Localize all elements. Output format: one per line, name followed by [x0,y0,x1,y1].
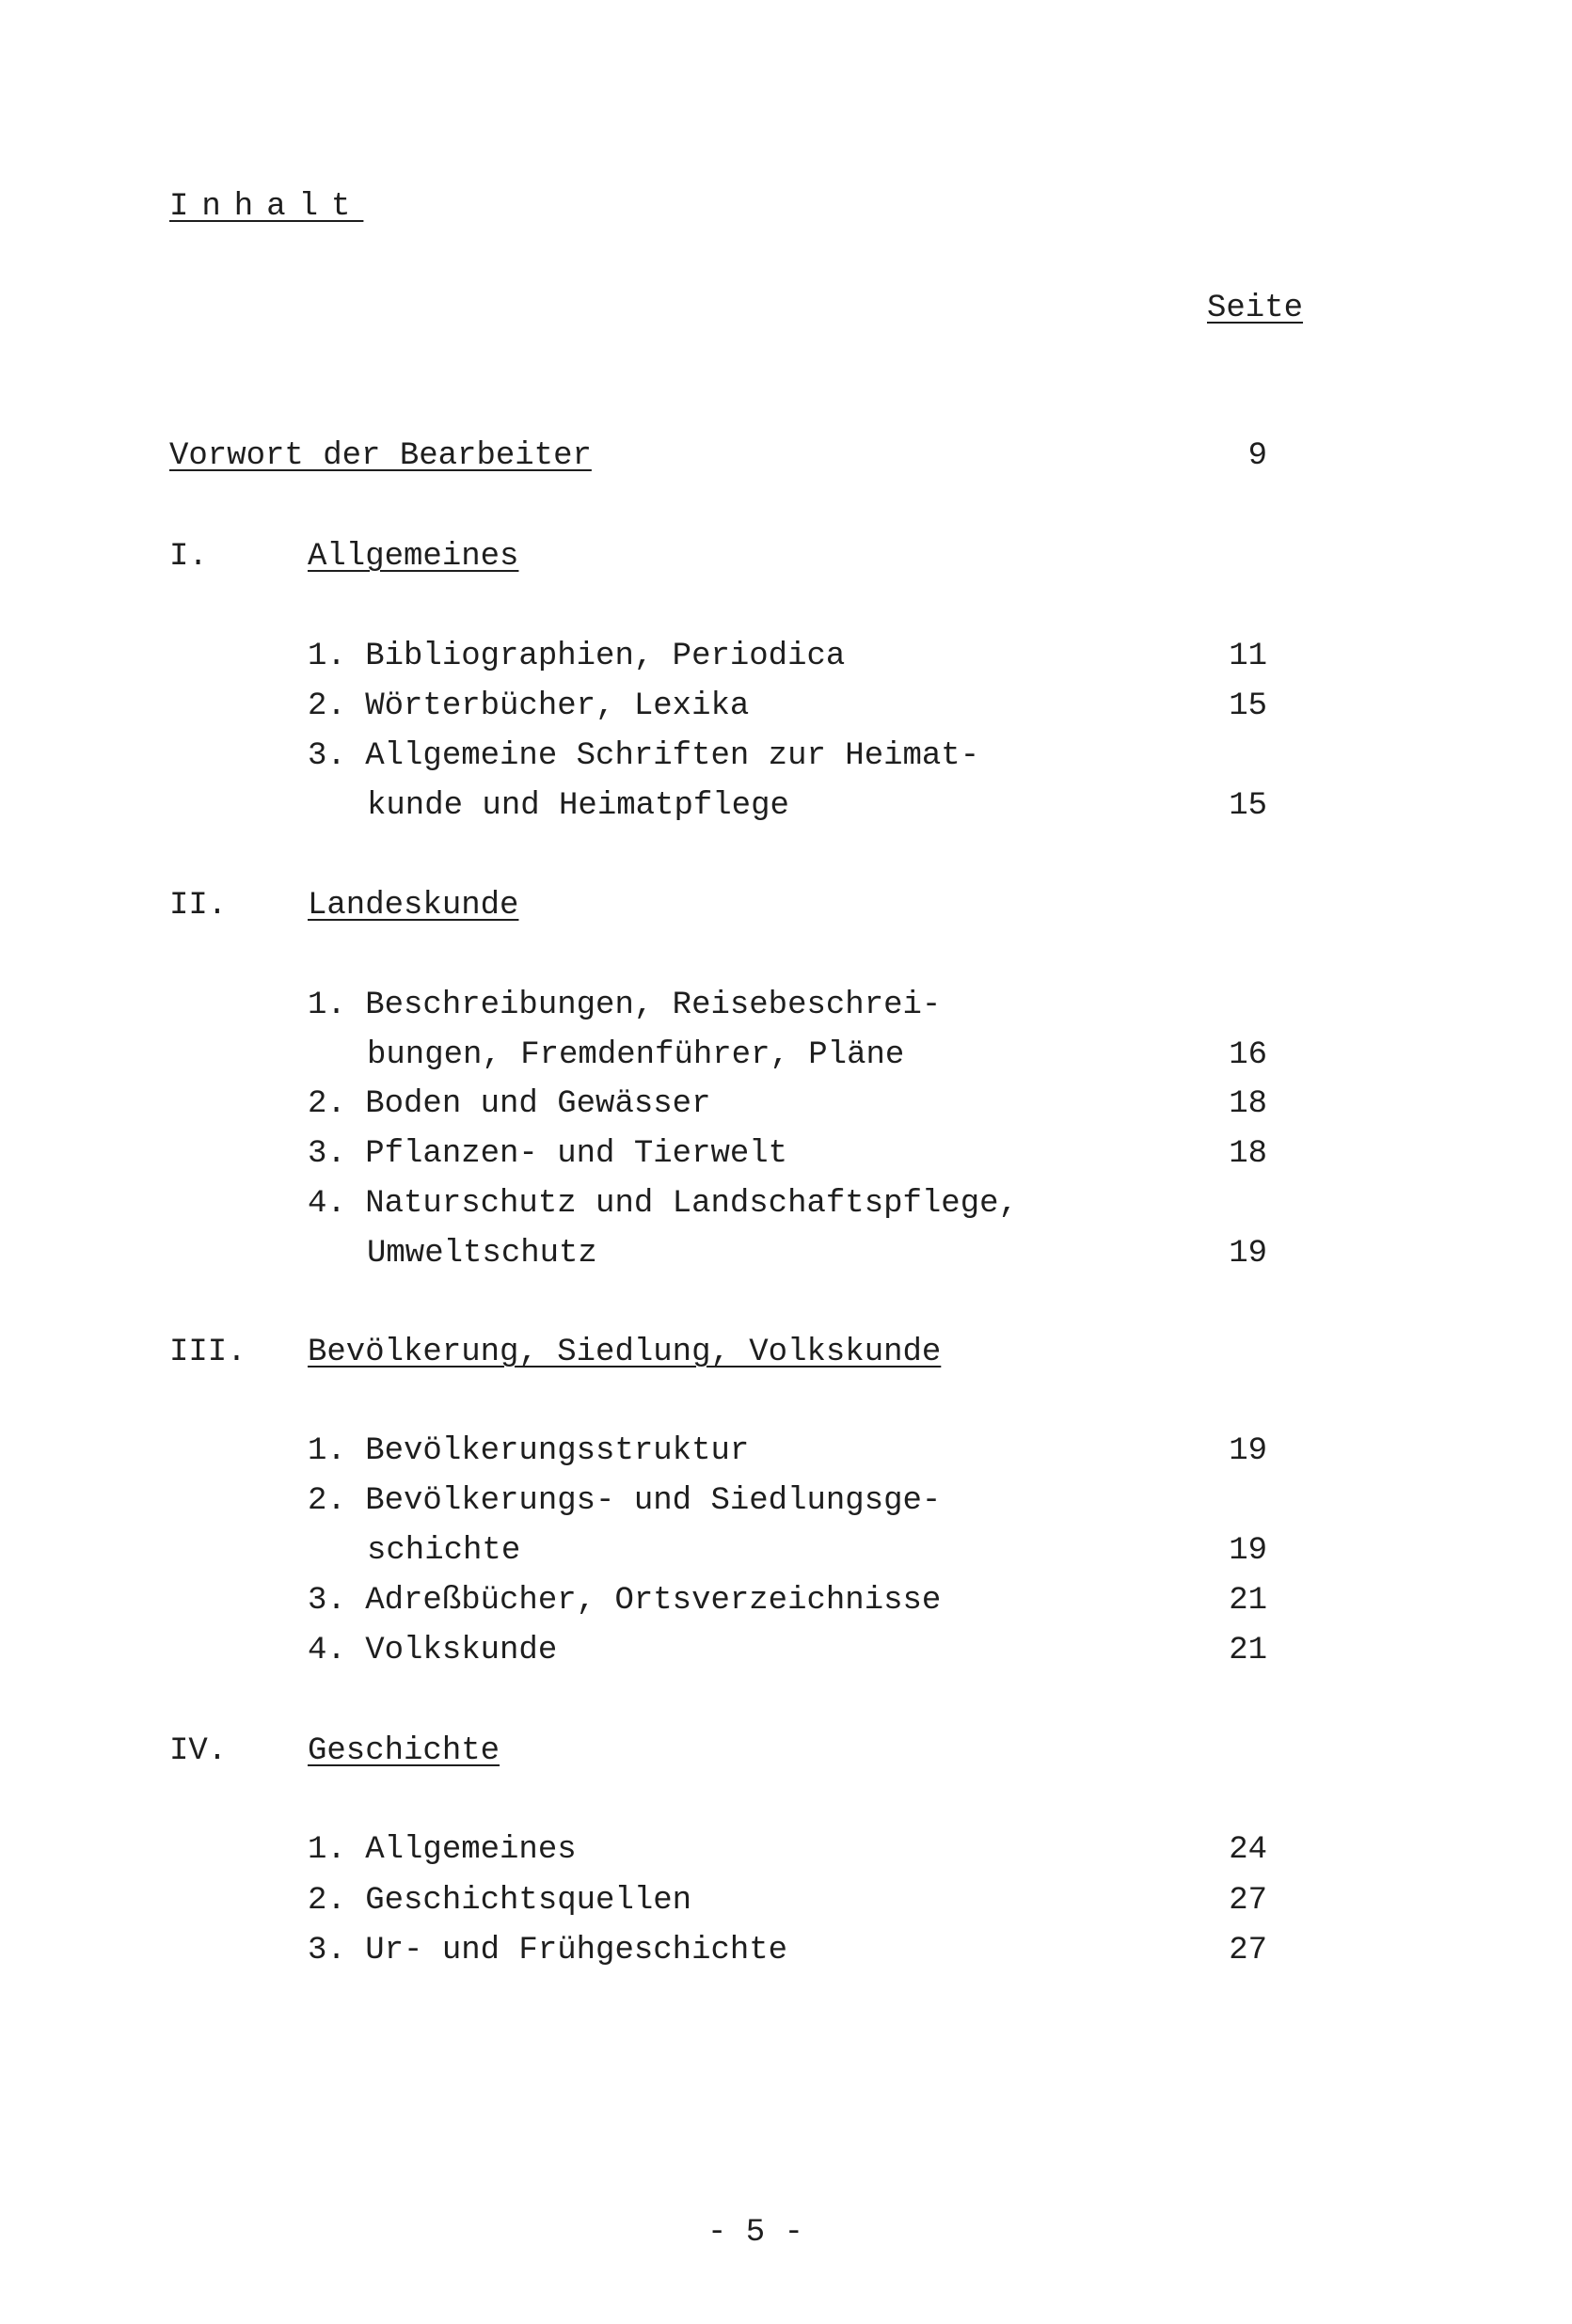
toc-entry: 2. Wörterbücher, Lexika [308,688,750,724]
toc-entry: 2. Geschichtsquellen [308,1883,692,1919]
toc-entry-page: 18 [1229,1136,1267,1172]
toc-entry-page: 15 [1229,788,1267,824]
toc-entry-page: 19 [1229,1433,1267,1469]
toc-entry-page: 24 [1229,1832,1267,1868]
section-numeral: III. [169,1335,246,1370]
section-numeral: II. [169,888,228,924]
section-title: Landeskunde [308,888,519,924]
toc-entry-page: 19 [1229,1236,1267,1272]
toc-entry: 3. Allgemeine Schriften zur Heimat- [308,738,980,774]
page-title: Inhalt [169,189,364,225]
toc-entry: 3. Pflanzen- und Tierwelt [308,1136,788,1172]
toc-entry-continuation: Umweltschutz [367,1236,597,1272]
section-numeral: I. [169,539,208,575]
toc-entry-page: 15 [1229,688,1267,724]
toc-entry: 2. Bevölkerungs- und Siedlungsge- [308,1483,942,1519]
page-column-label: Seite [1207,291,1304,326]
toc-entry-page: 16 [1229,1037,1267,1073]
toc-entry: 4. Volkskunde [308,1633,558,1668]
toc-entry: 3. Ur- und Frühgeschichte [308,1933,788,1968]
toc-entry: 1. Bevölkerungsstruktur [308,1433,750,1469]
toc-entry-page: 21 [1229,1633,1267,1668]
page-number-footer: - 5 - [707,2215,804,2251]
toc-entry: 4. Naturschutz und Landschaftspflege, [308,1186,1018,1222]
toc-entry: 1. Bibliographien, Periodica [308,639,846,674]
toc-entry: 3. Adreßbücher, Ortsverzeichnisse [308,1583,942,1619]
section-title: Bevölkerung, Siedlung, Volkskunde [308,1335,942,1370]
section-title: Geschichte [308,1733,500,1769]
toc-entry-continuation: bungen, Fremdenführer, Pläne [367,1037,905,1073]
toc-entry-page: 27 [1229,1883,1267,1919]
section-numeral: IV. [169,1733,228,1769]
toc-entry-continuation: kunde und Heimatpflege [367,788,789,824]
preface-page: 9 [1247,438,1267,474]
toc-entry-page: 19 [1229,1533,1267,1569]
toc-entry-page: 21 [1229,1583,1267,1619]
section-title: Allgemeines [308,539,519,575]
toc-entry-page: 27 [1229,1933,1267,1968]
toc-entry: 2. Boden und Gewässer [308,1086,711,1122]
toc-entry-page: 11 [1229,639,1267,674]
toc-entry: 1. Allgemeines [308,1832,577,1868]
toc-entry: 1. Beschreibungen, Reisebeschrei- [308,988,942,1023]
toc-entry-continuation: schichte [367,1533,521,1569]
toc-entry-page: 18 [1229,1086,1267,1122]
preface-label: Vorwort der Bearbeiter [169,438,592,474]
